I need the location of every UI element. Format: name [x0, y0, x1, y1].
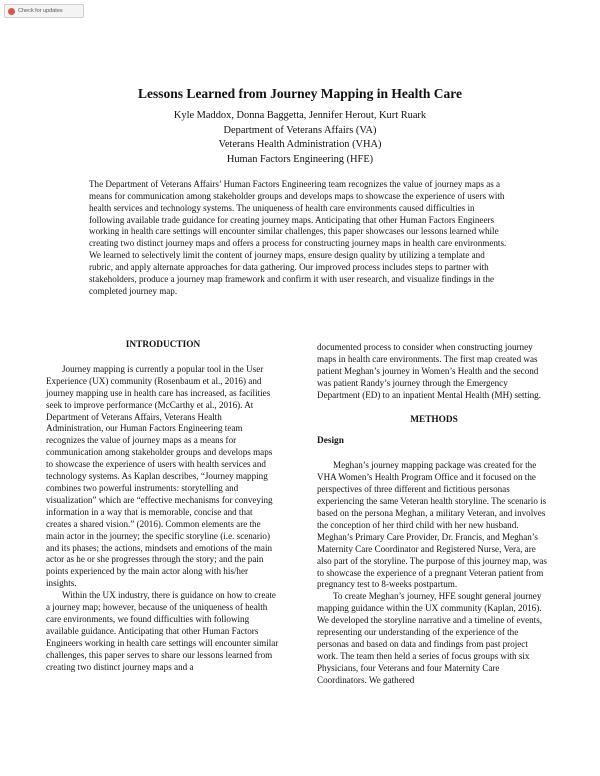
intro-paragraph-2: Within the UX industry, there is guidance on how to create a journey map; however, because of the uniqueness of health care environments, we found difficulties with following available guidance. Anticipating that other Human Factors Engineers working in health care settings will encounter similar challenges, this paper serves to share our lessons learned from creating two distinct journey maps and a — [46, 590, 279, 672]
paper-title: Lessons Learned from Journey Mapping in Health Care — [138, 86, 462, 101]
intro-paragraph-1: Journey mapping is currently a popular tool in the User Experience (UX) community (Rosenbaum et al., 2016) and journey mapping use in health care has increased, as facilities seek to improve performance (McCarthy et al., 2016). At Department of Veterans Affairs, Veterans Health Administration, our Human Factors Engineering team recognizes the value of journey maps as a means for communication among stakeholder groups and develops maps to showcase the experience of users with health services and technology systems. As Kaplan describes, “Journey mapping combines two powerful instruments: storytelling and visualization” which are “effective mechanisms for conveying information in a way that is memorable, concise and that creates a shared vision.” (2016). Common elements are the main actor in the journey; the specific storyline (i.e. scenario) and its phases; the actions, mindsets and emotions of the main actor as he or she progresses through the story; and the pain points experienced by the main actor along with his/her insights. — [46, 363, 273, 589]
methods-paragraph-2: To create Meghan’s journey, HFE sought general journey mapping guidance within the UX community (Kaplan, 2016). We developed the storyline narrative and a timeline of events, representing our understanding of the experience of the personas and based on data and findings from past project work. The team then held a series of focus groups with six Physicians, four Veterans and four Maternity Care Coordinators. We gathered — [317, 591, 543, 685]
badge-label: Check for updates — [18, 8, 63, 14]
affiliation-administration: Veterans Health Administration (VHA) — [218, 139, 382, 151]
methods-heading: METHODS — [410, 414, 458, 425]
affiliation-department: Department of Veterans Affairs (VA) — [223, 124, 377, 136]
crossmark-icon — [8, 8, 15, 15]
check-for-updates-badge[interactable] — [4, 4, 84, 18]
abstract: The Department of Veterans Affairs’ Human Factors Engineering team recognizes the value of journey maps as a means for communication among stakeholder groups and develops maps to showcase the experience of users with health services and technology systems. The uniqueness of health care environments caused difficulties in following available trade guidance for creating journey maps. Anticipating that other Human Factors Engineers working in health care settings will encounter similar challenges, this paper showcases our lessons learned while creating two distinct journey maps and offers a process for constructing journey maps in health care environments. We learned to selectively limit the content of journey maps, ensure design quality by utilizing a template and rubric, and apply alternate approaches for data gathering. Our improved process includes steps to partner with stakeholders, produce a journey map framework and confirm it with user research, and visualize findings in the completed journey map. — [89, 179, 507, 296]
introduction-heading: INTRODUCTION — [125, 340, 201, 350]
left-column — [46, 340, 280, 673]
author-block — [0, 109, 600, 168]
methods-paragraph-1: Meghan’s journey mapping package was created for the VHA Women’s Health Program Office and it focused on the perspectives of three different and fictitious personas experiencing the same Veteran health storyline. The scenario is based on the persona Meghan, a military Veteran, and involves the conception of her third child with her new husband. Meghan’s Primary Care Provider, Dr. Francis, and Meghan’s Maternity Care Coordinator and Registered Nurse, Vera, are also part of the storyline. The purpose of this journey map, was to showcase the experience of a pregnant Veteran patient from pregnancy test to 8-weeks postpartum. — [317, 460, 547, 590]
author-names: Kyle Maddox, Donna Baggetta, Jennifer Herout, Kurt Ruark — [173, 110, 427, 121]
affiliation-team: Human Factors Engineering (HFE) — [226, 154, 374, 166]
intro-paragraph-3: documented process to consider when constructing journey maps in health care environments. The first map created was patient Meghan’s journey in Women’s Health and the second was patient Randy’s journey through the Emergency Department (ED) to an inpatient Mental Health (MH) setting. — [317, 342, 541, 400]
right-column — [317, 342, 551, 687]
design-subheading: Design — [317, 436, 344, 447]
